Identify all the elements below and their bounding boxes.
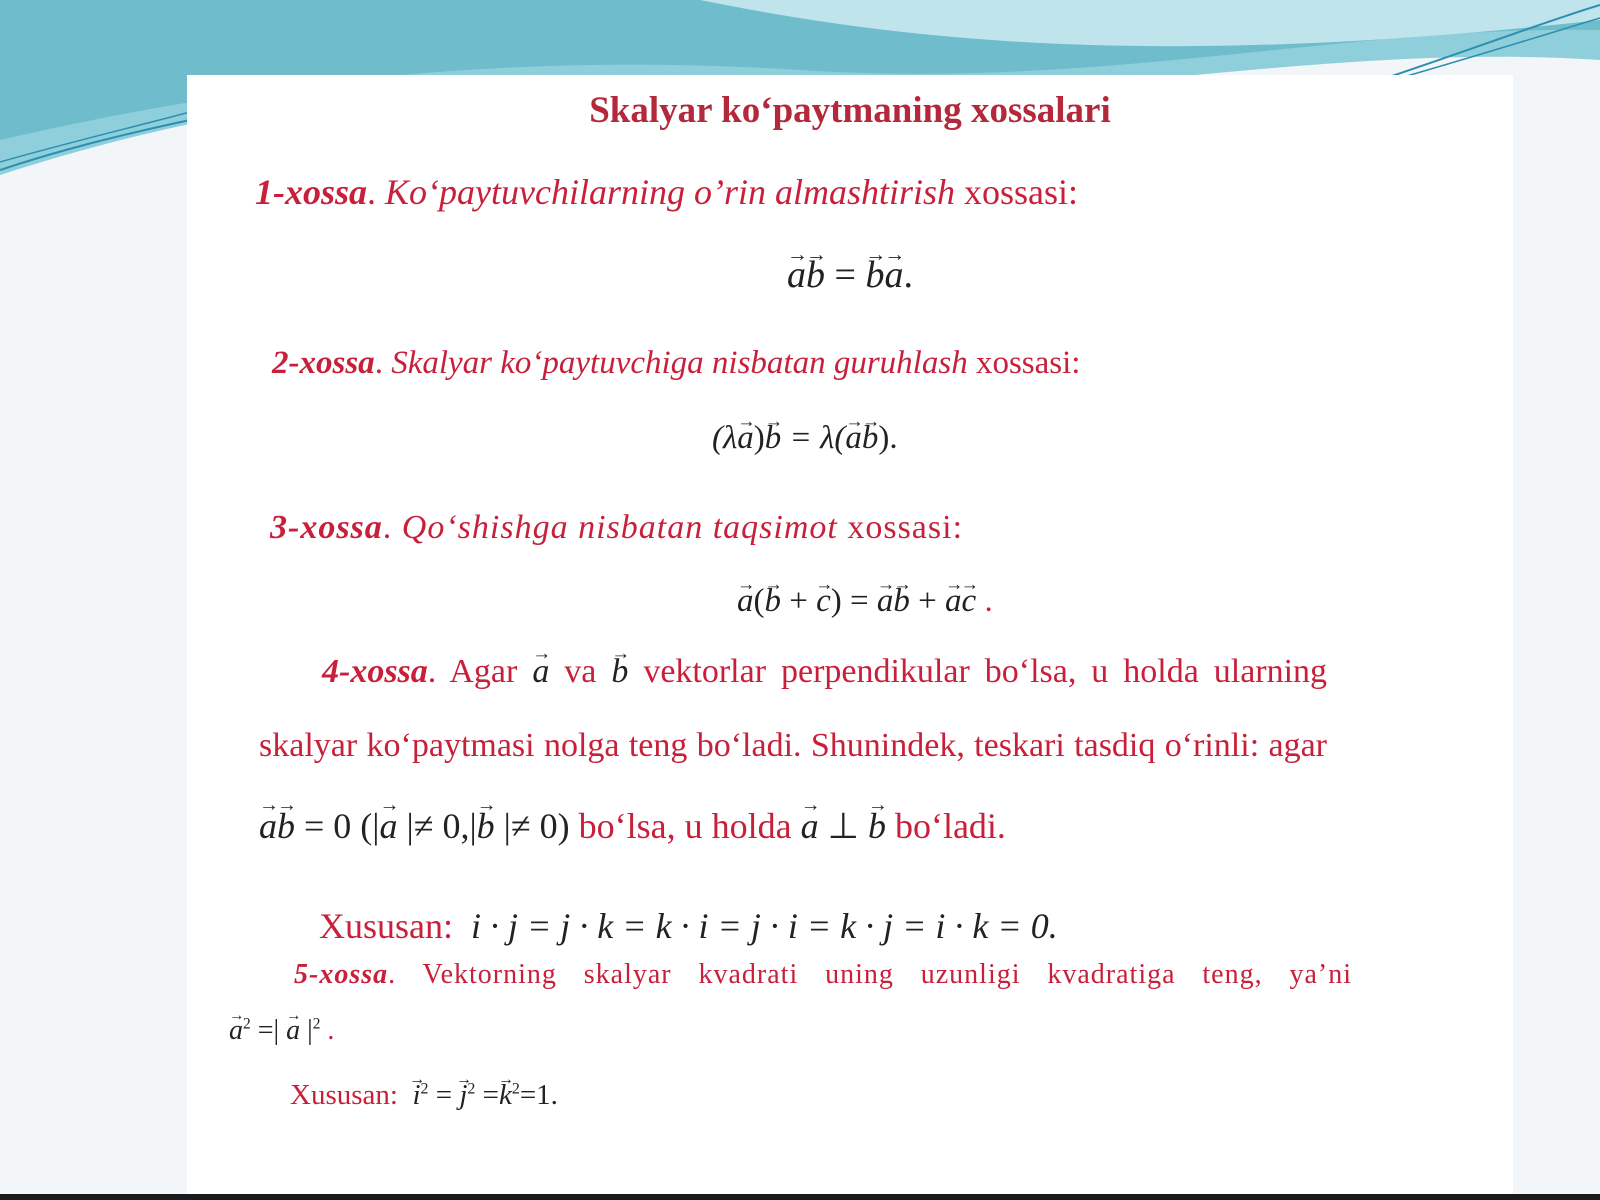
property-3-sep: . bbox=[382, 509, 393, 546]
vec-c: → c bbox=[962, 583, 977, 620]
bottom-border bbox=[0, 1194, 1600, 1200]
vec-a: → a bbox=[787, 253, 806, 297]
vec-a: → a bbox=[532, 653, 549, 691]
vec-a: → a bbox=[737, 583, 754, 620]
property-1-heading bbox=[255, 171, 1078, 213]
property-1-formula bbox=[787, 253, 913, 297]
property-3-label: 3-xossa bbox=[270, 509, 383, 546]
superscript: 2 bbox=[420, 1080, 429, 1098]
slide-content bbox=[187, 75, 1513, 1200]
equals-lambda: = λ( bbox=[781, 420, 846, 456]
special-case-1-label: Xususan: bbox=[319, 906, 453, 946]
vec-a: → a bbox=[229, 1015, 243, 1047]
formula-part: = 0 (| bbox=[295, 806, 380, 846]
property-5-label: 5-xossa bbox=[294, 959, 389, 990]
special-case-1 bbox=[319, 905, 1058, 947]
vec-j: → j bbox=[459, 1079, 467, 1112]
property-1-sep: . bbox=[367, 172, 377, 212]
property-2-sep: . bbox=[374, 345, 383, 381]
vec-a: → a bbox=[286, 1015, 300, 1047]
property-4-va: va bbox=[564, 653, 597, 690]
period: . bbox=[976, 583, 993, 619]
paren-close: ) bbox=[830, 583, 842, 619]
property-1-italic: Ko‘paytuvchilarning o’rin almashtirish bbox=[376, 172, 956, 212]
property-1-tail: xossasi: bbox=[955, 172, 1079, 212]
property-3-italic: Qo‘shishga nisbatan taqsimot bbox=[392, 509, 838, 546]
vec-a: → a bbox=[801, 805, 819, 847]
vec-b: → b bbox=[865, 253, 884, 297]
superscript: 2 bbox=[243, 1015, 251, 1033]
vec-a: → a bbox=[845, 420, 862, 457]
period: . bbox=[903, 254, 913, 296]
equals: = bbox=[841, 583, 877, 619]
vec-b: → b bbox=[862, 420, 879, 457]
vec-b: → b bbox=[893, 583, 910, 620]
vec-b: → b bbox=[277, 805, 295, 847]
property-4-holda: bo‘lsa, u holda bbox=[569, 806, 801, 846]
superscript: 2 bbox=[511, 1080, 520, 1098]
vec-c: → c bbox=[816, 583, 831, 620]
vec-b: → b bbox=[611, 653, 628, 691]
property-5-text: . Vektorning skalyar kvadrati uning uzunligi kvadratiga teng, ya’ni bbox=[388, 959, 1352, 990]
property-4-line-2: skalyar ko‘paytmasi nolga teng bo‘ladi. Shunindek, teskari tasdiq o‘rinli: agar bbox=[259, 727, 1327, 764]
paren-end: ). bbox=[878, 420, 898, 456]
property-4-line-3 bbox=[259, 805, 1006, 847]
vec-b: → b bbox=[477, 805, 495, 847]
property-2-italic: Skalyar ko‘paytuvchiga nisbatan guruhlash bbox=[382, 345, 968, 381]
special-case-2-formula bbox=[412, 1079, 557, 1111]
paren-open: ( bbox=[753, 583, 765, 619]
vec-i: → i bbox=[412, 1079, 420, 1112]
lambda-open: (λ bbox=[712, 420, 738, 456]
formula-part: |≠ 0,| bbox=[397, 806, 477, 846]
slide-title: Skalyar ko‘paytmaning xossalari bbox=[589, 90, 1111, 131]
vec-b: → b bbox=[765, 420, 782, 457]
property-2-label: 2-xossa bbox=[272, 345, 375, 381]
vec-b: → b bbox=[806, 253, 825, 297]
perp-symbol: ⊥ bbox=[818, 806, 868, 846]
superscript: 2 bbox=[467, 1080, 476, 1098]
property-5-line-1 bbox=[294, 959, 1352, 991]
property-1-label: 1-xossa bbox=[255, 172, 368, 212]
equals: = bbox=[475, 1079, 499, 1111]
property-3-tail: xossasi: bbox=[837, 509, 964, 546]
vec-a: → a bbox=[945, 583, 962, 620]
property-2-heading bbox=[272, 345, 1080, 382]
property-5-formula bbox=[229, 1015, 334, 1047]
vec-a: → a bbox=[884, 253, 903, 297]
perp-formula bbox=[801, 806, 886, 846]
vec-a: → a bbox=[380, 805, 398, 847]
equals: = bbox=[825, 254, 866, 296]
formula-end: =1. bbox=[519, 1079, 558, 1111]
special-case-2-label: Xususan: bbox=[290, 1079, 398, 1111]
property-2-formula bbox=[712, 420, 898, 457]
property-3-heading bbox=[270, 509, 963, 547]
plus: + bbox=[909, 583, 946, 619]
property-3-formula bbox=[737, 583, 993, 620]
formula-part: | bbox=[300, 1015, 313, 1046]
period: . bbox=[320, 1015, 335, 1046]
vec-k: → k bbox=[499, 1079, 512, 1112]
vec-b: → b bbox=[868, 805, 886, 847]
property-4-text: vektorlar perpendikular bo‘lsa, u holda ularning bbox=[643, 653, 1328, 690]
property-4-agar: . Agar bbox=[427, 653, 518, 690]
plus: + bbox=[781, 583, 817, 619]
property-4-label: 4-xossa bbox=[322, 653, 428, 690]
property-4-boladi: bo‘ladi. bbox=[885, 806, 1006, 846]
vec-a: → a bbox=[259, 805, 277, 847]
paren-close: ) bbox=[753, 420, 765, 456]
superscript: 2 bbox=[312, 1015, 321, 1033]
vec-a: → a bbox=[737, 420, 754, 457]
special-case-1-formula: i · j = j · k = k · i = j · i = k · j = i · k = 0. bbox=[471, 906, 1058, 946]
property-4-line-1 bbox=[322, 653, 1327, 691]
property-4-formula bbox=[259, 806, 570, 846]
formula-part: =| bbox=[250, 1015, 287, 1046]
special-case-2 bbox=[290, 1079, 558, 1112]
vec-b: → b bbox=[765, 583, 782, 620]
formula-part: |≠ 0) bbox=[494, 806, 570, 846]
equals: = bbox=[428, 1079, 460, 1111]
vec-a: → a bbox=[877, 583, 894, 620]
property-2-tail: xossasi: bbox=[967, 345, 1081, 381]
